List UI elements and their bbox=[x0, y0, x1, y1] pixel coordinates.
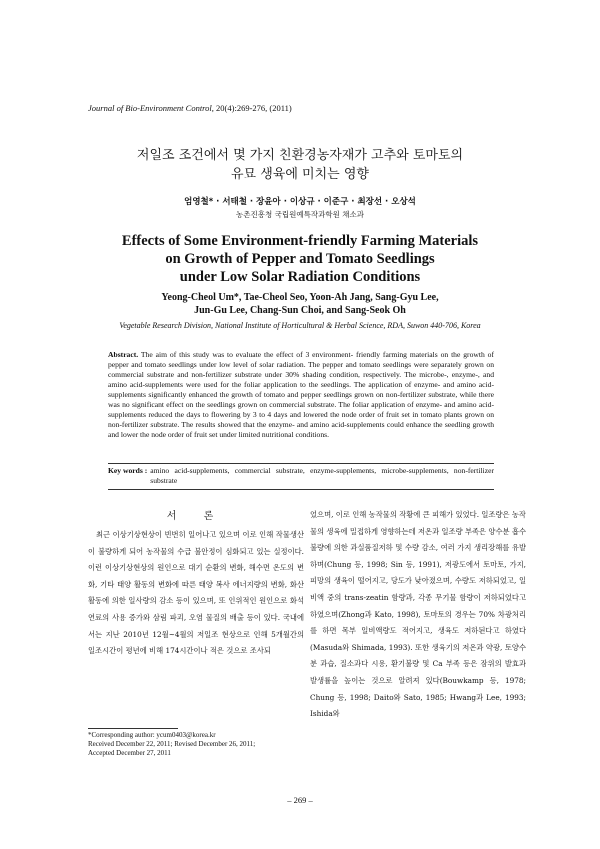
introduction-paragraph-continued: 었으며, 이로 인해 농작물의 작황에 큰 피해가 있었다. 일조량은 농작물의 생육에 밀접하게 영향하는데 저온과 일조량 부족은 양수분 흡수불량에 의한 과실품질저하 및 수량 감소, 여러 가지 생리장해를 유발하며(Chung 등, 1998; Sin 등, 1991), 저광도에서 토마토, 가지, 피망의 생육이 떨어지고, 당도가 낮아졌으며, 수량도 저하되었고, 일비액 중의 trans-zeatin 함량과, 각종 무기물 함량이 저하되었다고 하였으며(Zhong과 Kato, 1998), 토마토의 경우는 70% 차광처리를 하면 목부 일비액량도 적어지고, 생육도 저하된다고 하였다(Masuda와 Shimada, 1993). 또한 생육기의 저온과 약광, 토양수분 과습, 질소과다 시용, 환기불량 및 Ca 부족 등은 잠위의 발효과 발생률을 높이는 것으로 알려져 있다(Bouwkamp 등, 1978; Chung 등, 1998; Daito와 Sato, 1985; Hwang과 Lee, 1993; Ishida와 bbox=[310, 510, 526, 719]
journal-citation bbox=[88, 103, 292, 113]
abstract-label: Abstract. bbox=[108, 350, 139, 359]
journal-volume: 20(4):269-276, (2011) bbox=[216, 103, 292, 113]
english-title bbox=[70, 232, 530, 286]
english-title-line-1: Effects of Some Environment-friendly Farming Materials bbox=[121, 233, 479, 249]
abstract bbox=[108, 350, 494, 440]
abstract-text: The aim of this study was to evaluate the effect of 3 environment- friendly farming materials on the growth of pepper and tomato seedlings under low level of solar radiation. The pepper and tomato seedlings were separately grown on commercial substrate and non-fertilizer substrate under 30% shading condition, respectively. The microbe-, enzyme-, and amino acid-supplements were used for the foliar application to the seedlings. The application of enzyme- and amino acid-supplements significantly enhanced the growth of tomato and pepper seedlings grown on non-fertilizer substrate, while there was no significant effect on the seedlings grown on commercial substrate. The foliar application of enzyme- and amino acid-supplements reduced the days to flowering by 3 to 4 days and lowered the node order of fruit set in tomato plants grown on non-fertilizer substrate. The results showed that the enzyme- and amino acid-supplements could enhance the seedling growth and lower the node order of fruit set under limited nutritional conditions. bbox=[108, 350, 494, 440]
footnote-rule bbox=[88, 728, 178, 729]
keywords-top-rule bbox=[108, 463, 494, 464]
korean-affiliation: 농촌진흥청 국립원예특작과학원 채소과 bbox=[236, 210, 364, 219]
accepted-date: Accepted December 27, 2011 bbox=[88, 749, 171, 757]
korean-title bbox=[80, 146, 520, 184]
keywords-label: Key words : bbox=[108, 466, 148, 475]
page-number: – 269 – bbox=[287, 795, 313, 805]
introduction-right-column bbox=[310, 507, 526, 723]
introduction-left-column bbox=[88, 527, 304, 660]
introduction-paragraph: 최근 이상기상현상이 빈번히 일어나고 있으며 이로 인해 작물생산이 불량하게 되어 농작물의 수급 불안정이 심화되고 있는 실정이다. 이런 이상기상현상의 원인으로 대기 순환의 변화, 해수면 온도의 변화, 기타 태양 활동의 변화에 따른 태양 복사 에너지량의 변화, 화산 활동에 의한 일사량의 감소 등이 있으며, 또 인위적인 원인으로 화석 연료의 사용 증가와 삼림 파괴, 오염 물질의 배출 등이 있다. 국내에서는 지난 2010년 12월~4월의 저일조 현상으로 인해 5개월간의 일조시간이 평년에 비해 174시간이나 적은 것으로 조사되 bbox=[88, 530, 304, 656]
keywords bbox=[108, 466, 494, 486]
english-title-line-3: under Low Solar Radiation Conditions bbox=[179, 269, 421, 285]
korean-title-line-2: 유묘 생육에 미치는 영향 bbox=[231, 167, 369, 182]
footnote bbox=[88, 731, 304, 758]
keywords-text: amino acid-supplements, commercial substrate, enzyme-supplements, microbe-supplements, non-fertilizer substrate bbox=[150, 466, 494, 485]
korean-title-line-1: 저일조 조건에서 몇 가지 친환경농자재가 고추와 토마토의 bbox=[136, 148, 464, 163]
journal-name: Journal of Bio-Environment Control, bbox=[88, 103, 214, 113]
english-authors-line-2: Jun-Gu Lee, Chang-Sun Choi, and Sang-Seok Oh bbox=[194, 305, 406, 316]
english-affiliation: Vegetable Research Division, National Institute of Horticultural & Herbal Science, RDA, Suwon 440-706, Korea bbox=[119, 321, 481, 330]
keywords-bottom-rule bbox=[108, 489, 494, 490]
english-authors bbox=[70, 291, 530, 317]
english-title-line-2: on Growth of Pepper and Tomato Seedlings bbox=[165, 251, 435, 267]
corresponding-author: *Corresponding author: ycum0403@korea.kr bbox=[88, 731, 216, 739]
received-dates: Received December 22, 2011; Revised December 26, 2011; bbox=[88, 740, 256, 748]
korean-authors: 엄영철* · 서태철 · 장윤아 · 이상규 · 이준구 · 최장선 · 오상석 bbox=[184, 197, 416, 207]
english-authors-line-1: Yeong-Cheol Um*, Tae-Cheol Seo, Yoon-Ah Jang, Sang-Gyu Lee, bbox=[161, 292, 439, 303]
section-heading-introduction: 서 론 bbox=[166, 511, 226, 522]
